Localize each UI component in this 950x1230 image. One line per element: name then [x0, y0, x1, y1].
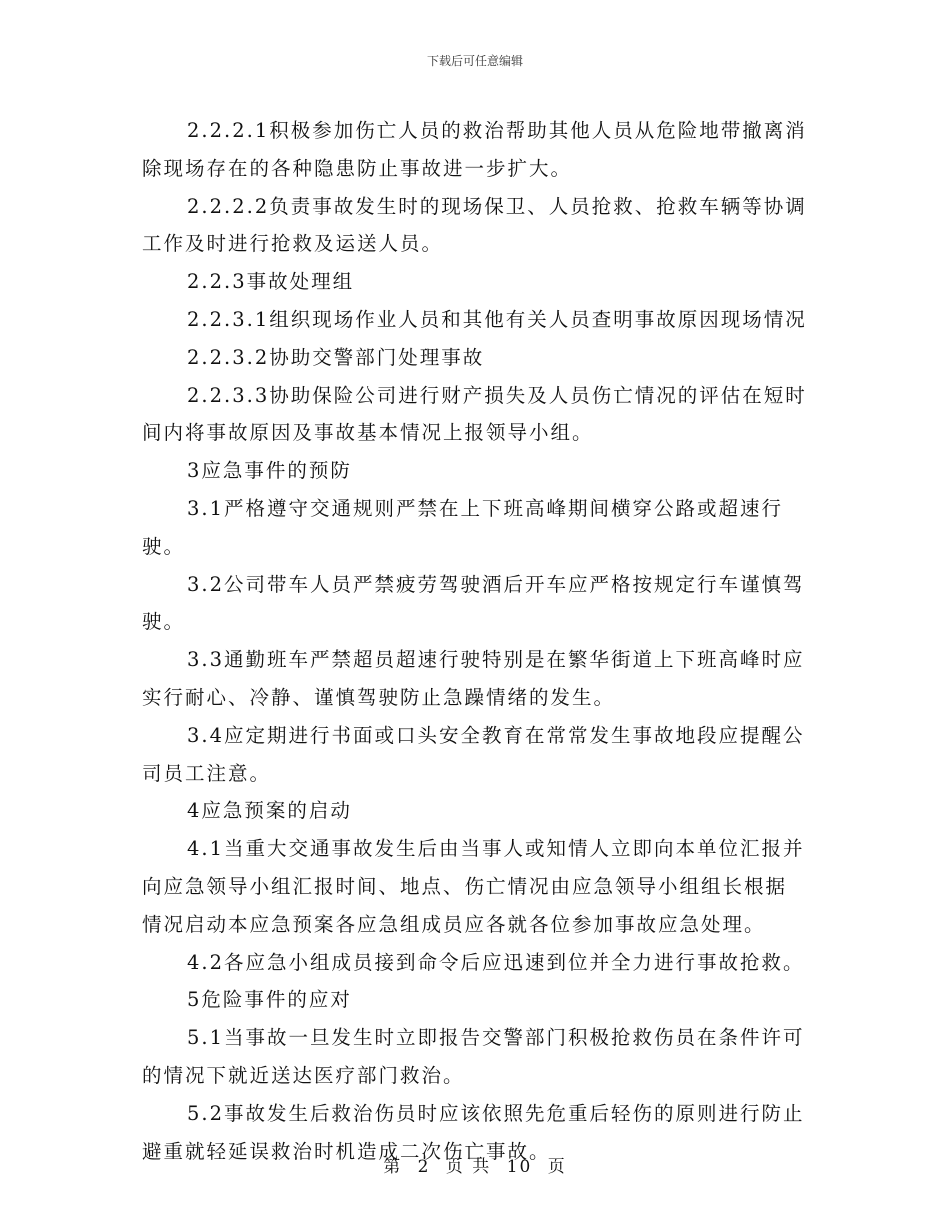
- paragraph: [142, 717, 822, 793]
- footer-middle: 页 共: [445, 1157, 492, 1177]
- paragraph-line: 司员工注意。: [142, 761, 272, 785]
- paragraph-line: 2.2.3事故处理组: [187, 270, 355, 294]
- page-number: 2: [417, 1157, 431, 1177]
- paragraph: [142, 830, 822, 943]
- paragraph-line: 3.3通勤班车严禁超员超速行驶特别是在繁华街道上下班高峰时应: [187, 648, 805, 672]
- section-heading: [142, 981, 822, 1019]
- section-heading: [142, 792, 822, 830]
- paragraph-line: 实行耐心、冷静、谨慎驾驶防止急躁情绪的发生。: [142, 685, 616, 709]
- paragraph: [142, 944, 822, 982]
- paragraph-line: 5.1当事故一旦发生时立即报告交警部门积极抢救伤员在条件许可: [187, 1026, 805, 1050]
- paragraph-line: 3应急事件的预防: [187, 459, 352, 483]
- paragraph: [142, 112, 822, 188]
- paragraph-line: 2.2.3.3协助保险公司进行财产损失及人员伤亡情况的评估在短时: [187, 383, 807, 407]
- document-body: [142, 112, 822, 1170]
- footer-suffix: 页: [547, 1157, 567, 1177]
- paragraph-line: 4.2各应急小组成员接到命令后应迅速到位并全力进行事故抢救。: [187, 950, 805, 974]
- paragraph: [142, 339, 822, 377]
- paragraph-line: 工作及时进行抢救及运送人员。: [142, 232, 444, 256]
- page-footer: [0, 1152, 950, 1177]
- footer-prefix: 第: [383, 1157, 403, 1177]
- paragraph-line: 间内将事故原因及事故基本情况上报领导小组。: [142, 421, 594, 445]
- paragraph-line: 4.1当重大交通事故发生后由当事人或知情人立即向本单位汇报并: [187, 837, 805, 861]
- page-header: 下载后可任意编辑: [426, 54, 523, 68]
- paragraph: [142, 641, 822, 717]
- section-heading: [142, 452, 822, 490]
- paragraph-line: 2.2.2.2负责事故发生时的现场保卫、人员抢救、抢救车辆等协调: [187, 194, 807, 218]
- paragraph-line: 向应急领导小组汇报时间、地点、伤亡情况由应急领导小组组长根据: [142, 874, 788, 898]
- paragraph-line: 避重就轻延误救治时机造成二次伤亡事故。: [142, 1139, 551, 1163]
- paragraph-line: 5.2事故发生后救治伤员时应该依照先危重后轻伤的原则进行防止: [187, 1101, 805, 1125]
- paragraph-line: 2.2.3.1组织现场作业人员和其他有关人员查明事故原因现场情况: [187, 307, 807, 331]
- paragraph-line: 2.2.2.1积极参加伤亡人员的救治帮助其他人员从危险地带撤离消: [187, 119, 807, 142]
- paragraph-line: 3.2公司带车人员严禁疲劳驾驶酒后开车应严格按规定行车谨慎驾: [187, 572, 805, 596]
- paragraph: [142, 490, 822, 566]
- paragraph-line: 5危险事件的应对: [187, 988, 352, 1012]
- paragraph-line: 4应急预案的启动: [187, 799, 352, 823]
- paragraph-line: 3.4应定期进行书面或口头安全教育在常常发生事故地段应提醒公: [187, 723, 805, 747]
- paragraph: [142, 566, 822, 642]
- paragraph-line: 驶。: [142, 610, 186, 634]
- paragraph-line: 的情况下就近送达医疗部门救治。: [142, 1063, 465, 1087]
- section-heading: [142, 263, 822, 301]
- page-total: 10: [506, 1157, 533, 1177]
- paragraph: [142, 377, 822, 453]
- paragraph-line: 情况启动本应急预案各应急组成员应各就各位参加事故应急处理。: [142, 912, 766, 936]
- paragraph-line: 2.2.3.2协助交警部门处理事故: [187, 345, 485, 369]
- paragraph: [142, 1019, 822, 1095]
- paragraph: [142, 188, 822, 264]
- paragraph-line: 3.1严格遵守交通规则严禁在上下班高峰期间横穿公路或超速行驶。: [142, 496, 784, 558]
- paragraph: [142, 301, 822, 339]
- paragraph-line: 除现场存在的各种隐患防止事故进一步扩大。: [142, 156, 573, 180]
